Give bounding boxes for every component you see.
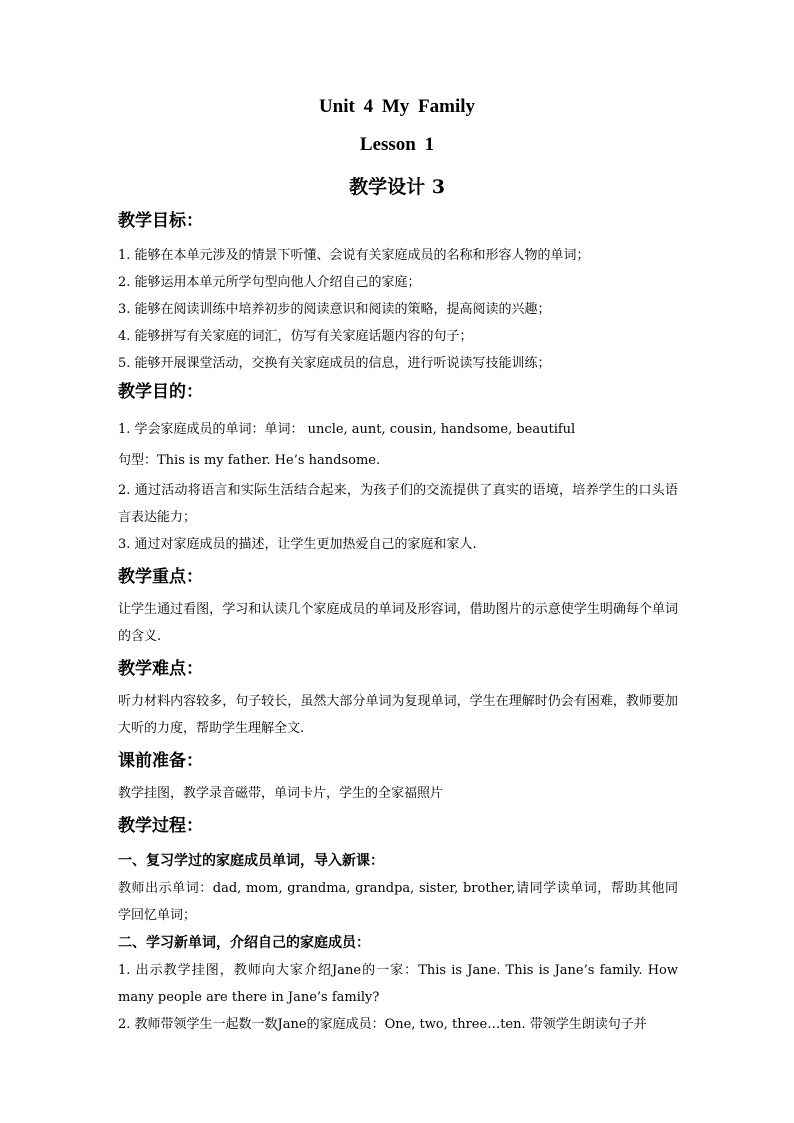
purpose-sentence-pattern: 句型：This is my father. He’s handsome.: [118, 453, 381, 468]
step1-text: 教师出示单词：dad, mom, grandma, grandpa, sister, brother,请同学读单词，帮助其他同学回忆单词；: [118, 881, 678, 923]
key-points-heading: 教学重点：: [118, 567, 203, 587]
document-body: [118, 206, 678, 1038]
objective-item: 3. 能够在阅读训练中培养初步的阅读意识和阅读的策略，提高阅读的兴趣；: [118, 302, 551, 317]
preparation-text: 教学挂图，教学录音磁带，单词卡片，学生的全家福照片: [118, 786, 444, 801]
objective-item: 4. 能够拼写有关家庭的词汇，仿写有关家庭话题内容的句子；: [118, 329, 473, 344]
objective-item: 5. 能够开展课堂活动，交换有关家庭成员的信息，进行听说读写技能训练；: [118, 356, 551, 371]
lesson-title: Lesson 1: [359, 134, 435, 155]
step2-item: 2. 教师带领学生一起数一数Jane的家庭成员：One, two, three…ten. 带领学生朗读句子并: [118, 1017, 647, 1032]
step2-item: 1. 出示教学挂图，教师向大家介绍Jane的一家：This is Jane. This is Jane’s family. How many people are there in Jane’s family?: [118, 963, 678, 1005]
purpose-item: 2. 通过活动将语言和实际生活结合起来，为孩子们的交流提供了真实的语境，培养学生的口头语言表达能力；: [118, 483, 678, 525]
step2-title: 二、学习新单词，介绍自己的家庭成员：: [118, 935, 370, 951]
process-heading: 教学过程：: [118, 816, 203, 836]
purposes-heading: 教学目的：: [118, 382, 203, 402]
difficulties-heading: 教学难点：: [118, 659, 203, 679]
objective-item: 2. 能够运用本单元所学句型向他人介绍自己的家庭；: [118, 275, 421, 290]
preparation-heading: 课前准备：: [118, 751, 203, 771]
objective-item: 1. 能够在本单元涉及的情景下听懂、会说有关家庭成员的名称和形容人物的单词；: [118, 248, 590, 263]
key-points-text: 让学生通过看图，学习和认读几个家庭成员的单词及形容词，借助图片的示意使学生明确每个单词的含义.: [118, 602, 678, 644]
design-title: 教学设计 3: [349, 176, 445, 198]
unit-title: Unit 4 My Family: [318, 96, 476, 117]
purpose-item: 3. 通过对家庭成员的描述，让学生更加热爱自己的家庭和家人.: [118, 537, 477, 552]
difficulties-text: 听力材料内容较多，句子较长，虽然大部分单词为复现单词，学生在理解时仍会有困难，教师要加大听的力度，帮助学生理解全文.: [118, 694, 678, 736]
objectives-heading: 教学目标：: [118, 211, 203, 231]
step1-title: 一、复习学过的家庭成员单词，导入新课：: [118, 853, 384, 869]
purpose-item: 1. 学会家庭成员的单词：单词： uncle, aunt, cousin, handsome, beautiful: [118, 422, 576, 437]
